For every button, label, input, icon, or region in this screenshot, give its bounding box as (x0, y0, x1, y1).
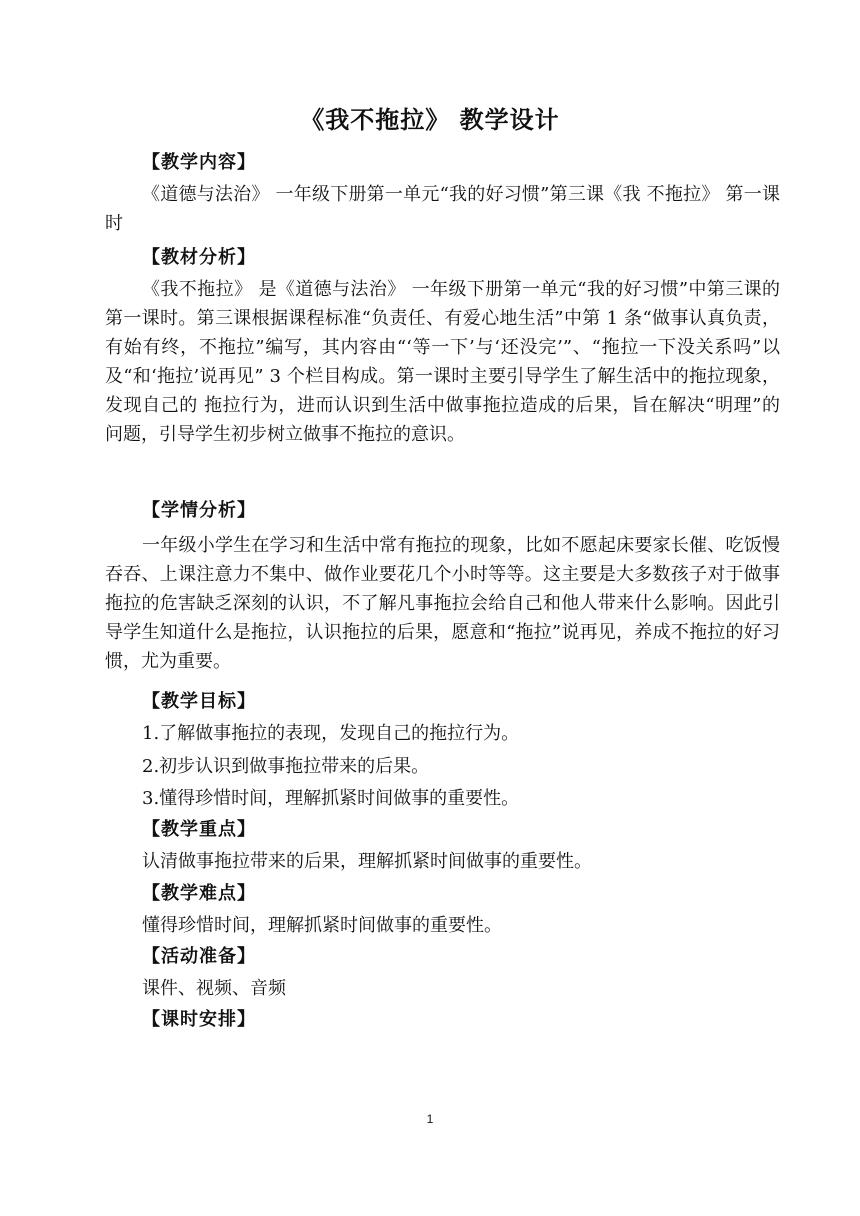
section-heading-key-points: 【教学重点】 (142, 819, 256, 840)
section-heading-content: 【教学内容】 (142, 152, 256, 173)
section-text-difficulties: 懂得珍惜时间，理解抓紧时间做事的重要性。 (142, 915, 502, 936)
goal-item-2: 2.初步认识到做事拖拉带来的后果。 (142, 756, 430, 777)
page-number: 1 (426, 1112, 434, 1126)
section-heading-schedule: 【课时安排】 (142, 1009, 256, 1030)
section-text-key-points: 认清做事拖拉带来的后果，理解抓紧时间做事的重要性。 (142, 851, 592, 872)
section-heading-goals: 【教学目标】 (142, 691, 256, 712)
section-heading-students: 【学情分析】 (142, 500, 256, 521)
goal-item-3: 3.懂得珍惜时间，理解抓紧时间做事的重要性。 (142, 788, 520, 809)
section-text-material: 《我不拖拉》 是《道德与法治》 一年级下册第一单元“我的好习惯”中第三课的第一课时。第三课根据课程标准“负责任、有爱心地生活”中第 1 条“做事认真负责，有始有终，不拖拉”编写，其内容由“‘等一下’与‘还没完’”、“拖拉一下没关系吗”以及“和‘拖拉’说再见” 3 个栏目构成。第一课时主要引导学生了解生活中的拖拉现象，发现自己的 拖拉行为，进而认识到生活中做事拖拉造成的后果，旨在解决“明理”的 问题，引导学生初步树立做事不拖拉的意识。 (105, 279, 780, 445)
section-heading-preparation: 【活动准备】 (142, 946, 256, 967)
section-text-preparation: 课件、视频、音频 (142, 978, 286, 999)
section-text-content: 《道德与法治》 一年级下册第一单元“我的好习惯”第三课《我 不拖拉》 第一课时 (105, 184, 780, 234)
goal-item-1: 1.了解做事拖拉的表现，发现自己的拖拉行为。 (142, 723, 520, 744)
document-title: 《我不拖拉》 教学设计 (300, 106, 560, 134)
section-heading-difficulties: 【教学难点】 (142, 883, 256, 904)
section-heading-material: 【教材分析】 (142, 247, 256, 268)
section-text-students: 一年级小学生在学习和生活中常有拖拉的现象，比如不愿起床要家长催、吃饭慢吞吞、上课注意力不集中、做作业要花几个小时等等。这主要是大多数孩子对于做事拖拉的危害缺乏深刻的认识，不了解凡事拖拉会给自己和他人带来什么影响。因此引导学生知道什么是拖拉，认识拖拉的后果，愿意和“拖拉”说再见，养成不拖拉的好习惯，尤为重要。 (105, 535, 780, 672)
